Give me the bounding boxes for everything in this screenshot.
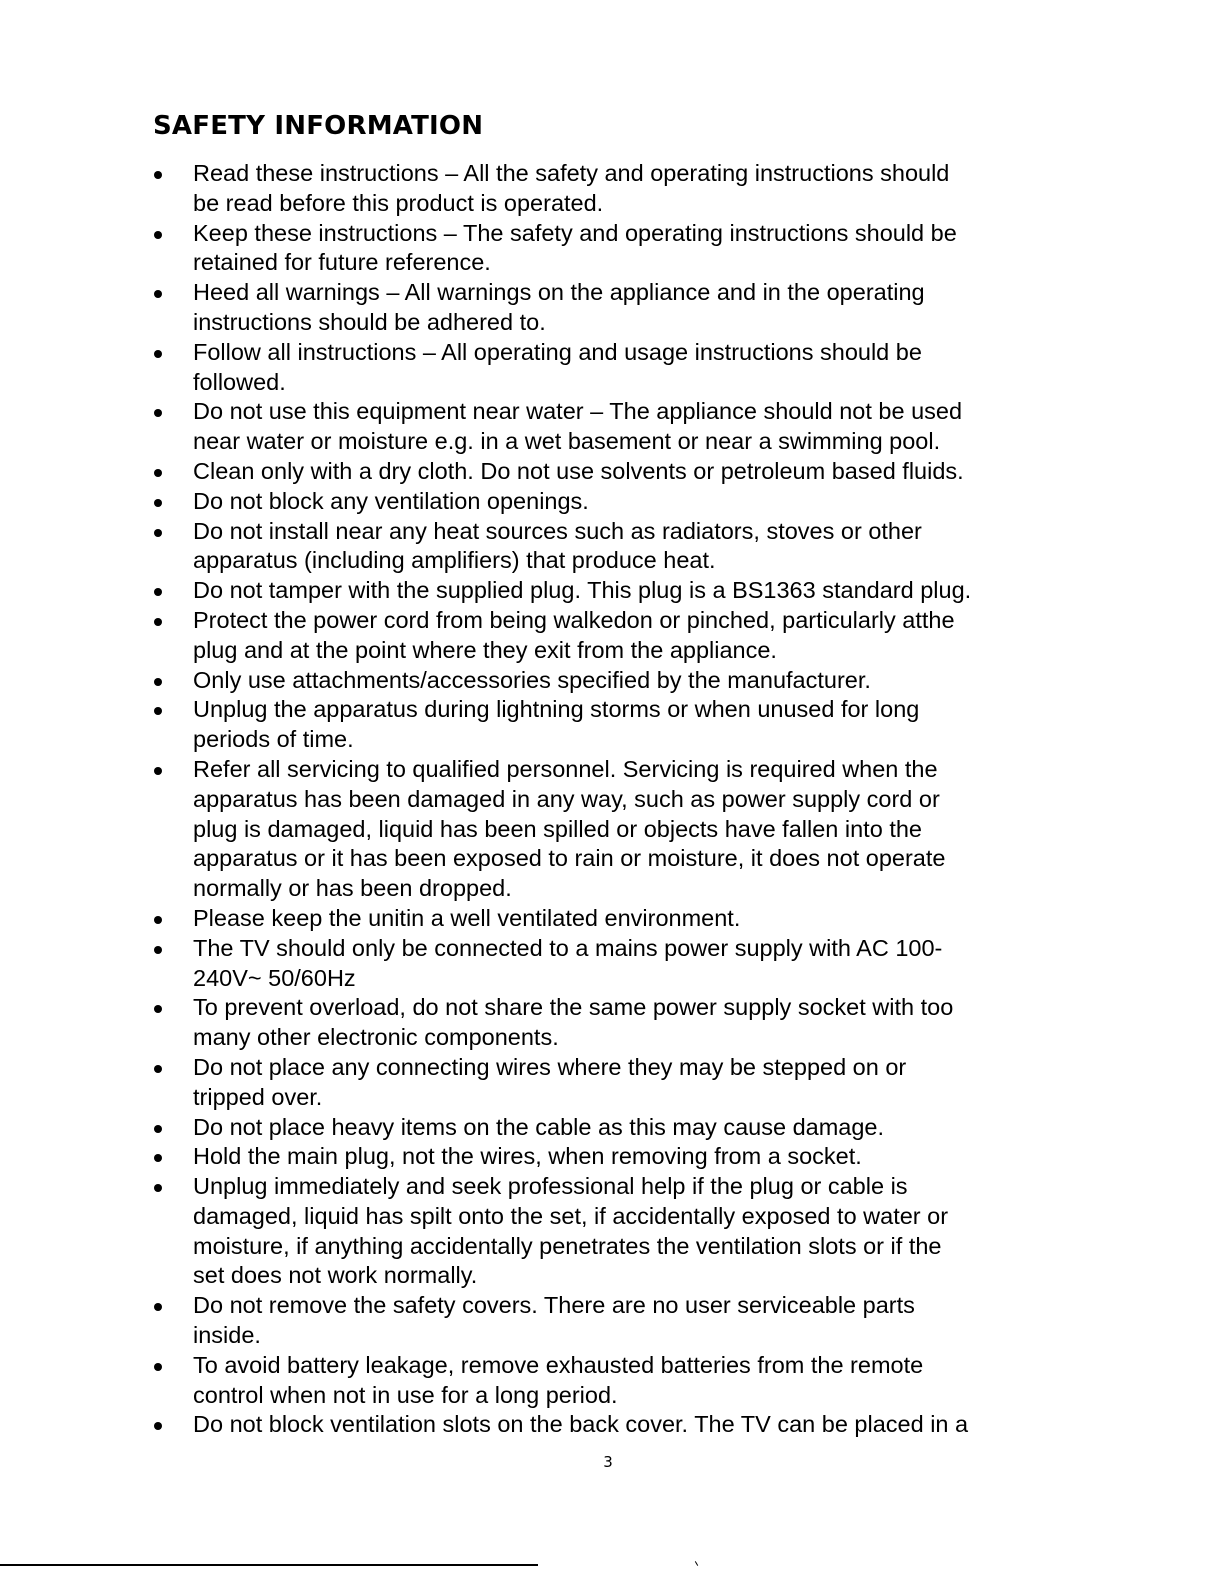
list-item xyxy=(150,904,1070,934)
list-item-line: Unplug immediately and seek professional help if the plug or cable is xyxy=(193,1173,908,1200)
list-item xyxy=(150,1172,1070,1291)
list-item-line: Do not block ventilation slots on the back cover. The TV can be placed in a xyxy=(193,1411,969,1438)
list-item-text xyxy=(193,576,1070,606)
list-item-line: Hold the main plug, not the wires, when removing from a socket. xyxy=(193,1143,862,1170)
list-item xyxy=(150,397,1070,457)
bullet-icon xyxy=(154,707,162,715)
list-item-line: Please keep the unitin a well ventilated environment. xyxy=(193,904,741,931)
list-item-text xyxy=(193,755,1070,904)
list-item-line: apparatus (including amplifiers) that produce heat. xyxy=(193,547,716,574)
bullet-icon xyxy=(154,529,162,537)
list-item-line: Heed all warnings – All warnings on the appliance and in the operating xyxy=(193,279,925,306)
list-item-line: many other electronic components. xyxy=(193,1024,559,1051)
list-item-text xyxy=(193,517,1070,577)
list-item-line: be read before this product is operated. xyxy=(193,189,604,216)
list-item-line: Do not block any ventilation openings. xyxy=(193,487,589,514)
list-item-text xyxy=(193,1172,1070,1291)
list-item-line: Protect the power cord from being walkedon or pinched, particularly atthe xyxy=(193,606,955,633)
list-item-line: Do not remove the safety covers. There are no user serviceable parts xyxy=(193,1292,915,1319)
list-item-line: set does not work normally. xyxy=(193,1262,478,1289)
list-item xyxy=(150,993,1070,1053)
bullet-icon xyxy=(154,499,162,507)
bullet-icon xyxy=(154,350,162,358)
list-item-text xyxy=(193,457,1070,487)
bullet-icon xyxy=(154,1303,162,1311)
bullet-icon xyxy=(154,678,162,686)
list-item-line: apparatus or it has been exposed to rain or moisture, it does not operate xyxy=(193,845,946,872)
list-item xyxy=(150,576,1070,606)
list-item-line: Follow all instructions – All operating and usage instructions should be xyxy=(193,338,922,365)
list-item-text xyxy=(193,934,1070,994)
bullet-icon xyxy=(154,231,162,239)
list-item-line: Do not use this equipment near water – The appliance should not be used xyxy=(193,398,963,425)
list-item-line: To prevent overload, do not share the same power supply socket with too xyxy=(193,994,954,1021)
safety-instructions-list xyxy=(150,159,1070,1440)
list-item-text xyxy=(193,1291,1070,1351)
bullet-icon xyxy=(154,1363,162,1371)
list-item-line: damaged, liquid has spilt onto the set, if accidentally exposed to water or xyxy=(193,1202,949,1229)
list-item xyxy=(150,517,1070,577)
list-item-line: moisture, if anything accidentally penetrates the ventilation slots or if the xyxy=(193,1232,942,1259)
list-item-line: To avoid battery leakage, remove exhausted batteries from the remote xyxy=(193,1351,924,1378)
list-item-text xyxy=(193,159,1070,219)
list-item xyxy=(150,1410,1070,1440)
bullet-icon xyxy=(154,1065,162,1073)
list-item xyxy=(150,487,1070,517)
list-item xyxy=(150,159,1070,219)
list-item-line: 240V~ 50/60Hz xyxy=(193,964,356,991)
list-item-line: Only use attachments/accessories specified by the manufacturer. xyxy=(193,666,871,693)
list-item-text xyxy=(193,487,1070,517)
list-item xyxy=(150,666,1070,696)
list-item xyxy=(150,1142,1070,1172)
list-item-line: control when not in use for a long period. xyxy=(193,1381,618,1408)
list-item xyxy=(150,755,1070,904)
list-item-line: near water or moisture e.g. in a wet basement or near a swimming pool. xyxy=(193,428,941,455)
list-item-text xyxy=(193,1053,1070,1113)
list-item-line: retained for future reference. xyxy=(193,249,491,276)
list-item-text xyxy=(193,278,1070,338)
bullet-icon xyxy=(154,1184,162,1192)
list-item-text xyxy=(193,666,1070,696)
list-item xyxy=(150,1113,1070,1143)
list-item-text xyxy=(193,219,1070,279)
bullet-icon xyxy=(154,1125,162,1133)
list-item-line: Refer all servicing to qualified personnel. Servicing is required when the xyxy=(193,755,938,782)
list-item xyxy=(150,457,1070,487)
list-item-line: Do not place heavy items on the cable as this may cause damage. xyxy=(193,1113,885,1140)
list-item-text xyxy=(193,695,1070,755)
list-item-line: instructions should be adhered to. xyxy=(193,308,546,335)
list-item xyxy=(150,338,1070,398)
list-item-line: plug is damaged, liquid has been spilled or objects have fallen into the xyxy=(193,815,922,842)
list-item-text xyxy=(193,606,1070,666)
bullet-icon xyxy=(154,1005,162,1013)
list-item-line: periods of time. xyxy=(193,726,354,753)
list-item-line: plug and at the point where they exit from the appliance. xyxy=(193,636,777,663)
footer-divider xyxy=(0,1564,538,1566)
list-item-line: Do not place any connecting wires where they may be stepped on or xyxy=(193,1053,907,1080)
list-item-line: tripped over. xyxy=(193,1083,323,1110)
bullet-icon xyxy=(154,290,162,298)
footer-mark xyxy=(695,1561,698,1566)
bullet-icon xyxy=(154,588,162,596)
list-item-line: followed. xyxy=(193,368,286,395)
list-item-text xyxy=(193,1410,1070,1440)
bullet-icon xyxy=(154,1154,162,1162)
list-item-text xyxy=(193,904,1070,934)
list-item-text xyxy=(193,1351,1070,1411)
list-item-line: apparatus has been damaged in any way, such as power supply cord or xyxy=(193,785,940,812)
list-item-line: Unplug the apparatus during lightning storms or when unused for long xyxy=(193,696,920,723)
list-item-line: Read these instructions – All the safety and operating instructions should xyxy=(193,160,950,186)
list-item-text xyxy=(193,397,1070,457)
list-item-text xyxy=(193,993,1070,1053)
list-item xyxy=(150,219,1070,279)
bullet-icon xyxy=(154,946,162,954)
list-item xyxy=(150,934,1070,994)
list-item xyxy=(150,278,1070,338)
list-item-text xyxy=(193,338,1070,398)
bullet-icon xyxy=(154,409,162,417)
list-item-line: Clean only with a dry cloth. Do not use solvents or petroleum based fluids. xyxy=(193,457,964,484)
bullet-icon xyxy=(154,171,162,179)
page-title: SAFETY INFORMATION xyxy=(153,111,484,141)
list-item-line: The TV should only be connected to a mains power supply with AC 100- xyxy=(193,934,943,961)
list-item-text xyxy=(193,1142,1070,1172)
list-item-line: Do not install near any heat sources such as radiators, stoves or other xyxy=(193,517,922,544)
list-item-line: Keep these instructions – The safety and operating instructions should be xyxy=(193,219,957,246)
bullet-icon xyxy=(154,1422,162,1430)
list-item xyxy=(150,695,1070,755)
list-item xyxy=(150,1291,1070,1351)
list-item xyxy=(150,606,1070,666)
list-item-text xyxy=(193,1113,1070,1143)
list-item-line: Do not tamper with the supplied plug. This plug is a BS1363 standard plug. xyxy=(193,577,972,604)
bullet-icon xyxy=(154,469,162,477)
bullet-icon xyxy=(154,767,162,775)
list-item xyxy=(150,1351,1070,1411)
list-item xyxy=(150,1053,1070,1113)
list-item-line: inside. xyxy=(193,1322,261,1349)
page-number: 3 xyxy=(603,1453,613,1471)
bullet-icon xyxy=(154,618,162,626)
bullet-icon xyxy=(154,916,162,924)
list-item-line: normally or has been dropped. xyxy=(193,875,512,902)
